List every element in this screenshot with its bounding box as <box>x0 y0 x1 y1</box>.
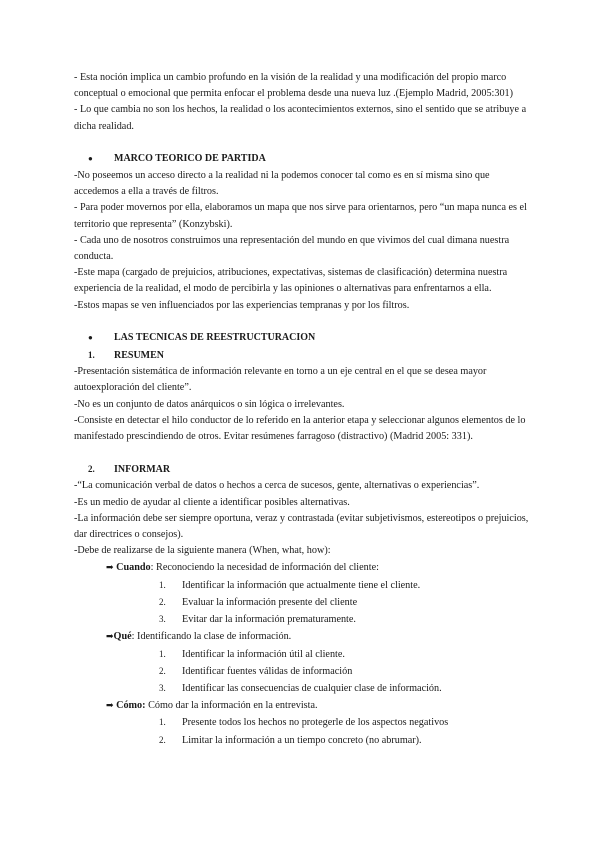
lead-label: Qué <box>113 631 132 643</box>
list-text: Identificar la información que actualmente tiene el cliente. <box>182 579 421 591</box>
list-item <box>159 594 534 611</box>
section-title: MARCO TEORICO DE PARTIDA <box>114 152 266 164</box>
subsection-title: RESUMEN <box>114 350 165 362</box>
subsection-number: 2. <box>88 464 95 475</box>
list-number: 3. <box>159 614 166 625</box>
list-item <box>159 646 534 663</box>
section-heading-marco <box>88 151 534 167</box>
subsection-heading-informar <box>88 461 534 478</box>
document-body <box>74 70 534 749</box>
lead-cuando <box>106 559 534 576</box>
list-number: 2. <box>159 734 166 745</box>
paragraph: -“La comunicación verbal de datos o hechos a cerca de sucesos, gente, alternativas o experiencias”. <box>74 480 480 492</box>
paragraph: -Este mapa (cargado de prejuicios, atribuciones, expectativas, sistemas de clasificación) determina nuestra experiencia de la realidad, el modo de percibirla y las opiniones o alternativas para enfrentarnos a ella. <box>74 267 508 295</box>
list-text: Evitar dar la información prematuramente. <box>182 614 356 626</box>
subsection-title: INFORMAR <box>114 464 171 476</box>
numbered-list-que <box>159 646 534 698</box>
list-text: Identificar las consecuencias de cualquier clase de información. <box>182 682 442 694</box>
list-number: 1. <box>159 648 166 659</box>
list-text: Limitar la información a un tiempo concreto (no abrumar). <box>182 734 422 746</box>
lead-text: Cómo dar la información en la entrevista. <box>145 700 318 712</box>
list-text: Evaluar la información presente del cliente <box>182 596 358 608</box>
list-number: 1. <box>159 717 166 728</box>
lead-label: Cómo: <box>116 700 146 712</box>
lead-text: : Identificando la clase de información. <box>131 631 292 643</box>
section-heading-tecnicas <box>88 330 534 346</box>
list-item <box>159 611 534 628</box>
list-item <box>159 663 534 680</box>
paragraph: -Es un medio de ayudar al cliente a identificar posibles alternativas. <box>74 496 350 508</box>
intro-paragraph: - Esta noción implica un cambio profundo en la visión de la realidad y una modificación del propio marco conceptual o emocional que permita enfocar el problema desde una nueva luz .(Ejemplo Madrid, 2005:301) <box>74 72 514 100</box>
bullet-icon: ● <box>88 153 93 163</box>
arrow-right-icon: ➡ <box>106 631 114 642</box>
paragraph: -La información debe ser siempre oportuna, veraz y contrastada (evitar subjetivismos, estereotipos o prejuicios, dar directrices o consejos). <box>74 512 529 541</box>
subsection-heading-resumen <box>88 347 534 364</box>
intro-paragraph: - Lo que cambia no son los hechos, la realidad o los acontecimientos externos, sino el sentido que se atribuye a dicha realidad. <box>74 104 527 132</box>
paragraph: -Presentación sistemática de información relevante en torno a un eje central en el que se desea mayor autoexploración del cliente”. <box>74 366 487 394</box>
list-item <box>159 680 534 697</box>
numbered-list-cuando <box>159 577 534 629</box>
list-number: 1. <box>159 579 166 590</box>
paragraph: -No es un conjunto de datos anárquicos o sin lógica o irrelevantes. <box>74 398 345 410</box>
paragraph: - Cada uno de nosotros construimos una representación del mundo en que vivimos del cual dimana nuestra conducta. <box>74 234 510 263</box>
arrow-right-icon: ➡ <box>106 562 114 573</box>
paragraph: -No poseemos un acceso directo a la realidad ni la podemos conocer tal como es en sí misma sino que accedemos a ella a través de filtros. <box>74 170 490 198</box>
list-item <box>159 732 534 749</box>
paragraph: -Debe de realizarse de la siguiente manera (When, what, how): <box>74 545 331 557</box>
list-text: Presente todos los hechos no protegerle de los aspectos negativos <box>182 717 449 729</box>
lead-que <box>106 628 534 645</box>
list-item <box>159 577 534 594</box>
paragraph: -Estos mapas se ven influenciados por las experiencias tempranas y por los filtros. <box>74 299 410 311</box>
paragraph: - Para poder movernos por ella, elaboramos un mapa que nos sirve para orientarnos, pero “un mapa nunca es el territorio que representa” (Konzybski). <box>74 202 527 230</box>
bullet-icon: ● <box>88 332 93 342</box>
lead-como <box>106 697 534 714</box>
lead-text: : Reconociendo la necesidad de información del cliente: <box>150 562 379 574</box>
subsection-number: 1. <box>88 350 95 361</box>
list-item <box>159 714 534 731</box>
section-title: LAS TECNICAS DE REESTRUCTURACION <box>114 331 316 343</box>
list-number: 3. <box>159 682 166 693</box>
numbered-list-como <box>159 714 534 748</box>
list-text: Identificar fuentes válidas de información <box>182 665 353 677</box>
lead-label: Cuando <box>116 562 151 574</box>
paragraph: -Consiste en detectar el hilo conductor de lo referido en la anterior etapa y seleccionar algunos elementos de lo manifestado prescindiendo de otros. Evitar resúmenes farragoso (distractivo) (Madrid 2005: 331). <box>74 414 526 443</box>
list-number: 2. <box>159 665 166 676</box>
arrow-right-icon: ➡ <box>106 700 114 711</box>
list-number: 2. <box>159 596 166 607</box>
list-text: Identificar la información útil al cliente. <box>182 648 345 660</box>
